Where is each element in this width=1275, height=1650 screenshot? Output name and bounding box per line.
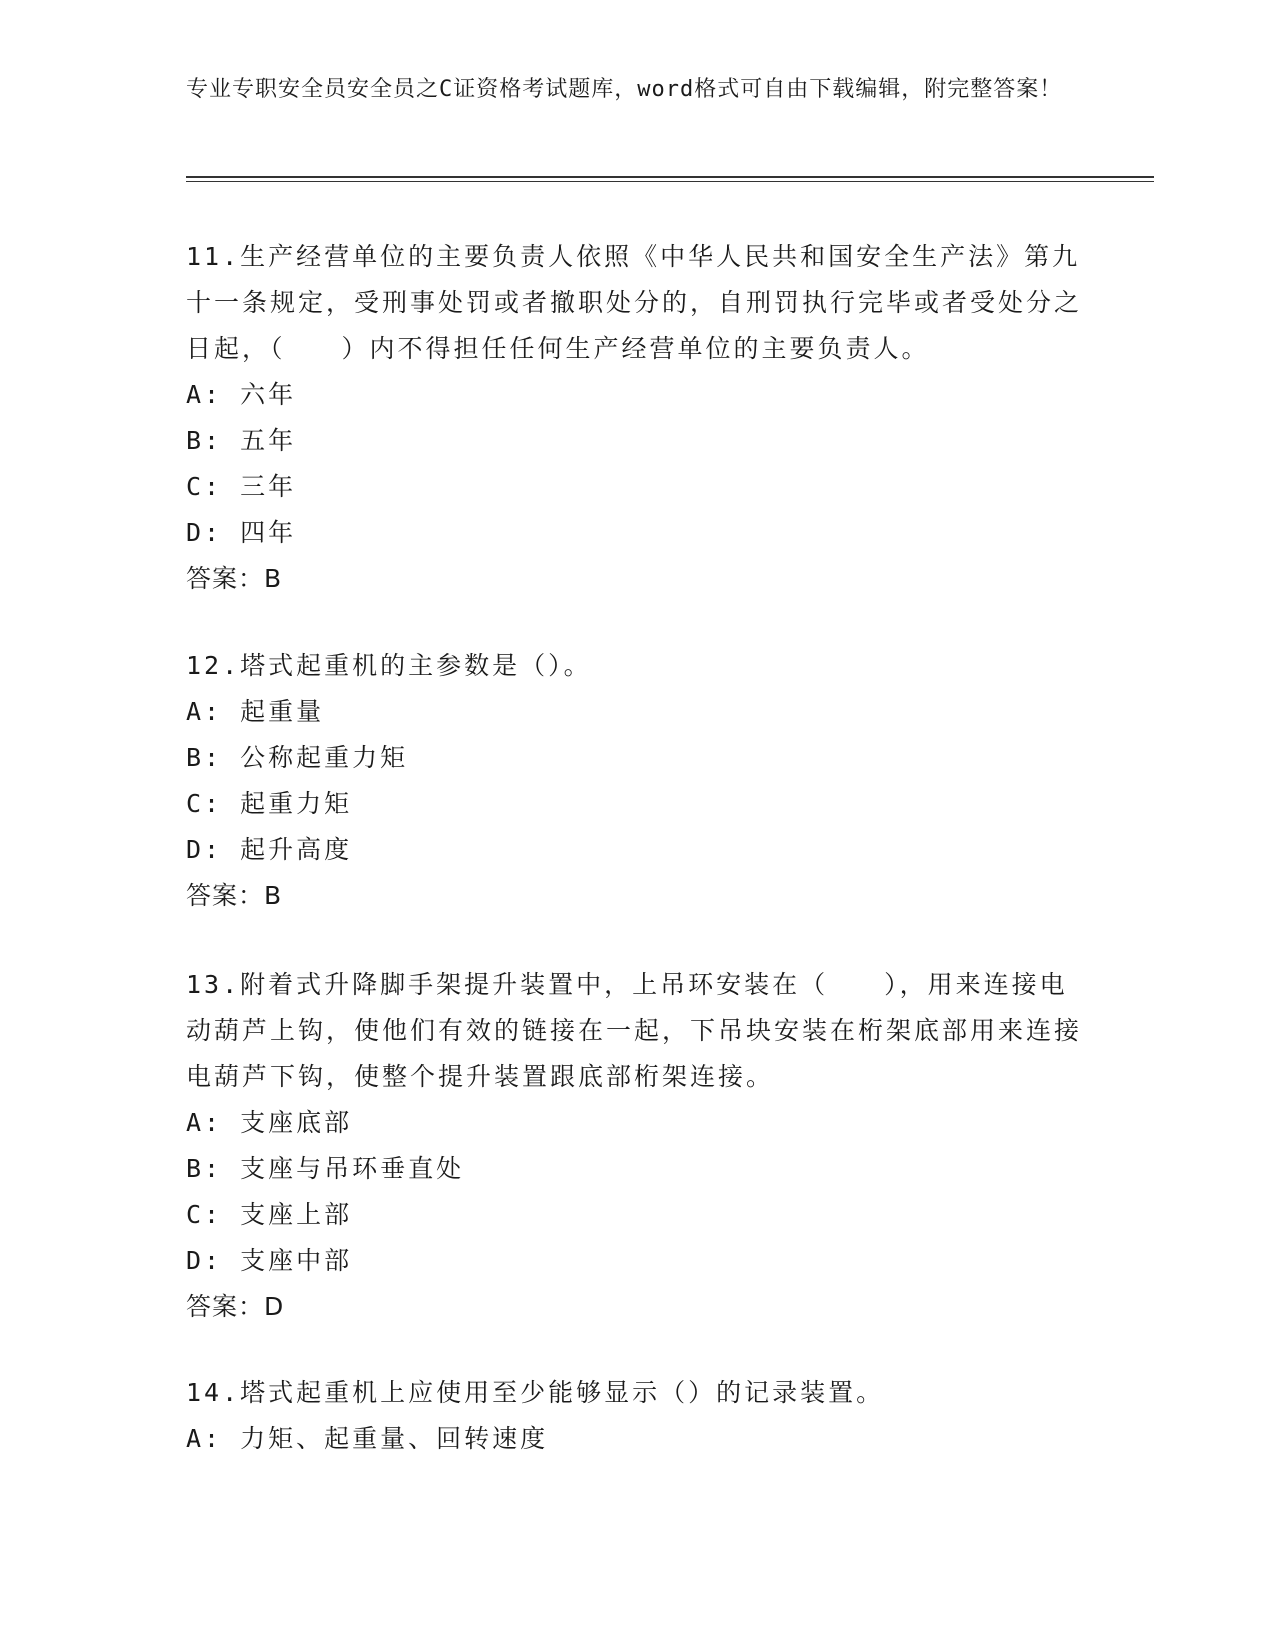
question-stem: 11.生产经营单位的主要负责人依照《中华人民共和国安全生产法》第九十一条规定，受刑事处罚或者撤职处分的，自刑罚执行完毕或者受处分之日起，（ ）内不得担任任何生产经营单位的主要负责人。: [186, 242, 1083, 363]
question-stem: 13.附着式升降脚手架提升装置中，上吊环安装在（ ），用来连接电动葫芦上钩，使他们有效的链接在一起，下吊块安装在桁架底部用来连接电葫芦下钩，使整个提升装置跟底部桁架连接。: [186, 970, 1083, 1091]
option-d: D: 四年: [186, 518, 297, 547]
option-a: A: 支座底部: [186, 1108, 353, 1137]
option-d: D: 起升高度: [186, 835, 353, 864]
answer-line: 答案：D: [186, 1292, 285, 1321]
header-divider: [186, 176, 1154, 182]
question-stem: 14.塔式起重机上应使用至少能够显示（）的记录装置。: [186, 1378, 885, 1407]
option-a: A: 力矩、起重量、回转速度: [186, 1424, 549, 1453]
answer-line: 答案：B: [186, 881, 283, 910]
option-d: D: 支座中部: [186, 1246, 353, 1275]
option-a: A: 起重量: [186, 697, 325, 726]
option-b: B: 公称起重力矩: [186, 743, 409, 772]
question-11: [186, 234, 1086, 602]
question-stem: 12.塔式起重机的主参数是（）。: [186, 651, 592, 680]
document-header: 专业专职安全员安全员之C证资格考试题库，word格式可自由下载编辑，附完整答案！: [186, 77, 1063, 102]
answer-line: 答案：B: [186, 564, 283, 593]
option-c: C: 起重力矩: [186, 789, 353, 818]
question-13: [186, 962, 1086, 1330]
option-b: B: 五年: [186, 426, 297, 455]
option-c: C: 支座上部: [186, 1200, 353, 1229]
option-a: A: 六年: [186, 380, 297, 409]
question-14: [186, 1370, 1086, 1462]
question-12: [186, 643, 1086, 919]
option-b: B: 支座与吊环垂直处: [186, 1154, 465, 1183]
option-c: C: 三年: [186, 472, 297, 501]
